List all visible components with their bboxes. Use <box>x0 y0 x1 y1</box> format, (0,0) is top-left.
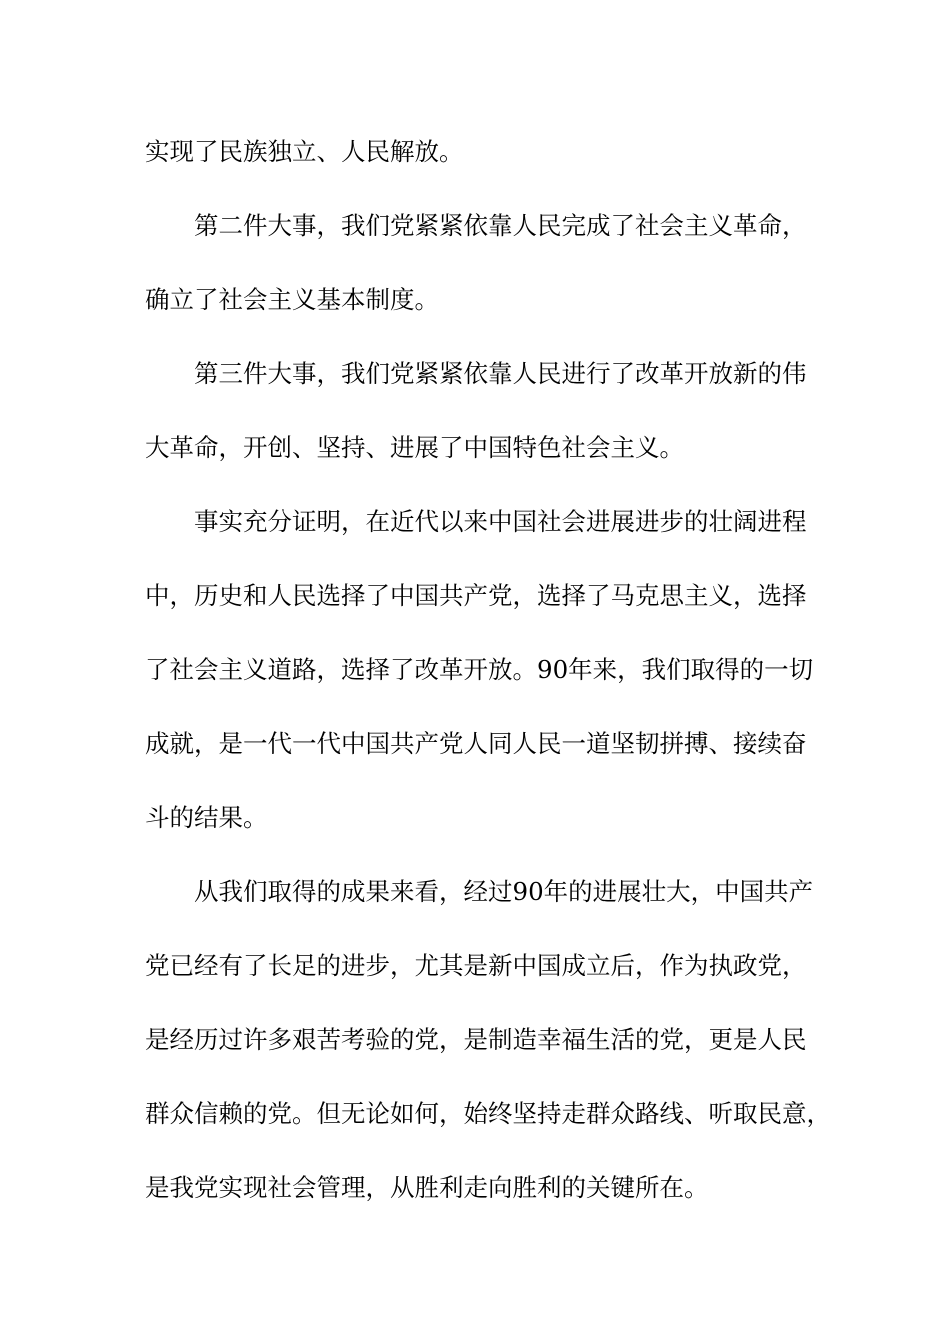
text-line: 确立了社会主义基本制度。 <box>145 285 439 314</box>
document-body <box>145 132 831 1242</box>
text-line: 是经历过许多艰苦考验的党，是制造幸福生活的党，更是人民 <box>145 1025 807 1054</box>
text-line: 中，历史和人民选择了中国共产党，选择了马克思主义，选择 <box>145 581 807 610</box>
text-line: 群众信赖的党。但无论如何，始终坚持走群众路线、听取民意， <box>145 1099 831 1128</box>
text-line: 第二件大事，我们党紧紧依靠人民完成了社会主义革命， <box>194 211 807 240</box>
text-line: 了社会主义道路，选择了改革开放。90年来，我们取得的一切 <box>145 655 814 684</box>
text-line: 大革命，开创、坚持、进展了中国特色社会主义。 <box>145 433 684 462</box>
text-line: 是我党实现社会管理，从胜利走向胜利的关键所在。 <box>145 1173 709 1202</box>
text-line: 实现了民族独立、人民解放。 <box>145 137 464 166</box>
text-line: 第三件大事，我们党紧紧依靠人民进行了改革开放新的伟 <box>194 359 807 388</box>
text-line: 斗的结果。 <box>145 803 268 832</box>
text-line: 从我们取得的成果来看，经过90年的进展壮大，中国共产 <box>194 877 814 906</box>
text-line: 党已经有了长足的进步，尤其是新中国成立后，作为执政党， <box>145 951 807 980</box>
text-line: 事实充分证明，在近代以来中国社会进展进步的壮阔进程 <box>194 507 807 536</box>
text-line: 成就，是一代一代中国共产党人同人民一道坚韧拼搏、接续奋 <box>145 729 807 758</box>
